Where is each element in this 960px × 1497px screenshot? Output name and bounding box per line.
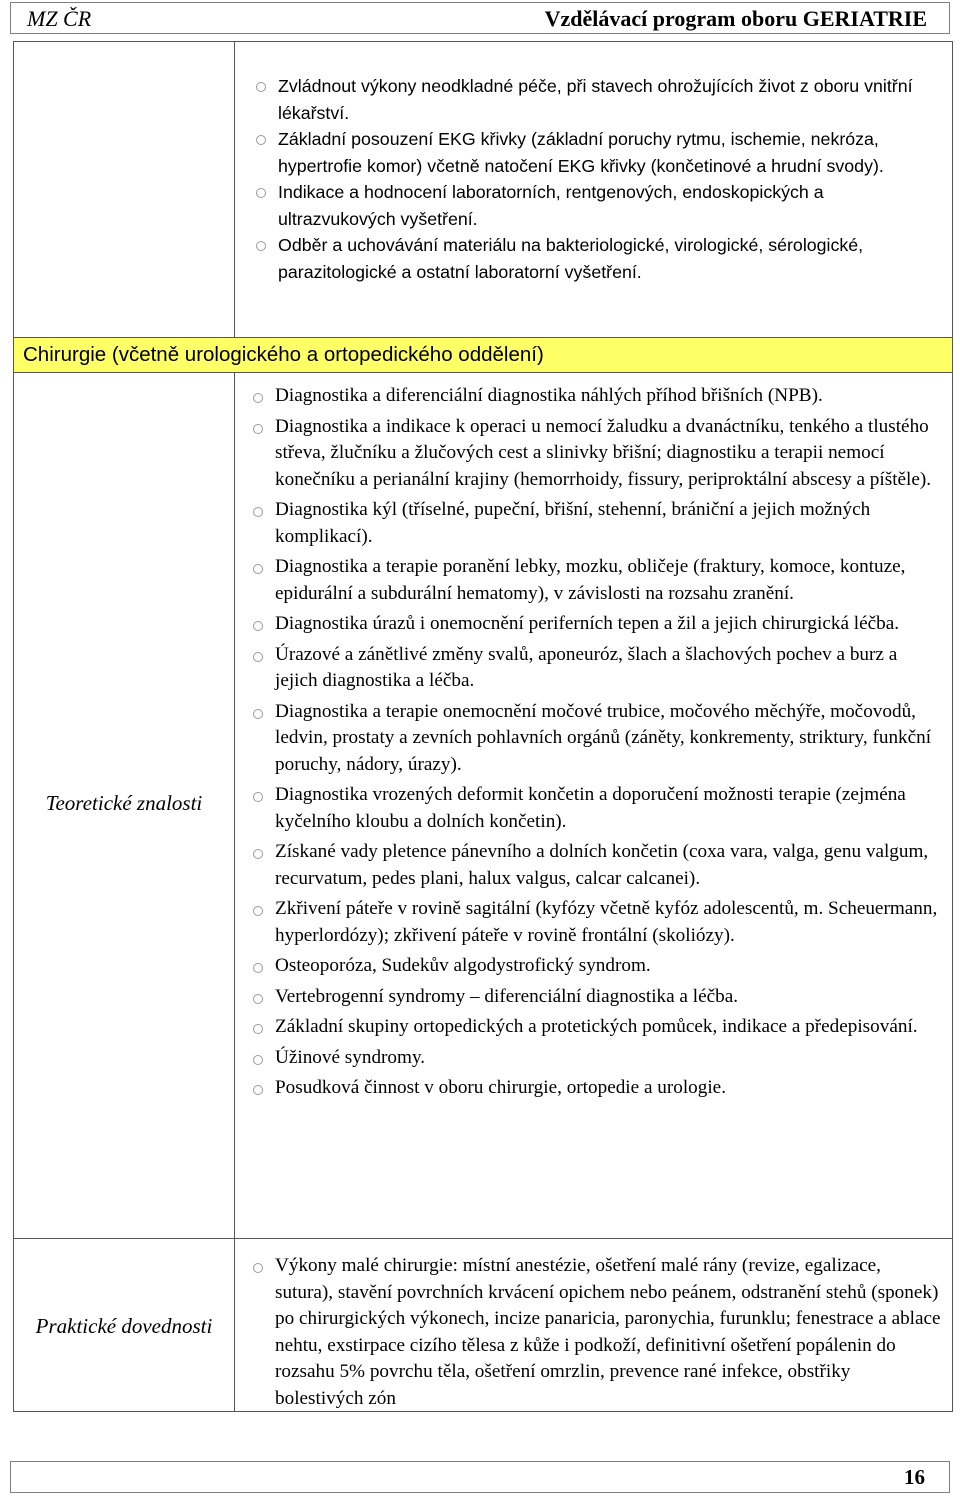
list-item: Diagnostika a terapie onemocnění močové trubice, močového měchýře, močovodů, ledvin, prostaty a zevních pohlavních orgánů (záněty, konkrementy, striktury, funkční poruchy, nádory, úrazy). xyxy=(275,699,943,779)
list-item: Odběr a uchovávání materiálu na bakteriologické, virologické, sérologické, parazitologické a ostatní laboratorní vyšetření. xyxy=(278,232,938,285)
list-item: Osteoporóza, Sudekův algodystrofický syndrom. xyxy=(275,953,943,980)
list-item: Úžinové syndromy. xyxy=(275,1045,943,1072)
page-footer xyxy=(10,1461,950,1493)
practice-label: Praktické dovednosti xyxy=(35,1314,213,1338)
list-item: Získané vady pletence pánevního a dolních končetin (coxa vara, valga, genu valgum, recurvatum, pedes plani, halux valgus, calcar calcanei). xyxy=(275,839,943,892)
list-item: Základní posouzení EKG křivky (základní poruchy rytmu, ischemie, nekróza, hypertrofie komor) včetně natočení EKG křivky (končetinové a hrudní svody). xyxy=(278,126,938,179)
list-item: Základní skupiny ortopedických a protetických pomůcek, indikace a předepisování. xyxy=(275,1014,943,1041)
list-item: Vertebrogenní syndromy – diferenciální diagnostika a léčba. xyxy=(275,984,943,1011)
list-item: Diagnostika vrozených deformit končetin a doporučení možnosti terapie (zejména kyčelního kloubu a dolních končetin). xyxy=(275,782,943,835)
practice-list xyxy=(275,1253,943,1412)
list-item: Úrazové a zánětlivé změny svalů, aponeuróz, šlach a šlachových pochev a burz a jejich diagnostika a léčba. xyxy=(275,642,943,695)
theory-label-cell xyxy=(13,372,235,1239)
list-item: Výkony malé chirurgie: místní anestézie, ošetření malé rány (revize, egalizace, sutura), stavění povrchních krvácení opichem nebo peánem, odstranění stehů (sponek) po chirurgických výkonech, incize panaricia, paronychia, furunklu; fenestrace a ablace nehtu, exstirpace cizího tělesa z kůže i podkoží, definitivní ošetření popálenin do rozsahu 5% povrchu těla, ošetření omrzlin, prevence rané infekce, obstřiky bolestivých zón xyxy=(275,1253,943,1412)
list-item: Zvládnout výkony neodkladné péče, při stavech ohrožujících život z oboru vnitřní lékařství. xyxy=(278,73,938,126)
section-title-surgery: Chirurgie (včetně urologického a ortopedického oddělení) xyxy=(13,337,953,373)
list-item: Posudková činnost v oboru chirurgie, ortopedie a urologie. xyxy=(275,1075,943,1102)
list-item: Diagnostika úrazů i onemocnění periferních tepen a žil a jejich chirurgická léčba. xyxy=(275,611,943,638)
page-header xyxy=(10,2,950,34)
theory-list xyxy=(275,383,943,1102)
list-item: Diagnostika a diferenciální diagnostika náhlých příhod břišních (NPB). xyxy=(275,383,943,410)
header-program-title: Vzdělávací program oboru GERIATRIE xyxy=(544,6,927,31)
list-item: Diagnostika a terapie poranění lebky, mozku, obličeje (fraktury, komoce, kontuze, epidurální a subdurální hematomy), v závislosti na rozsahu zranění. xyxy=(275,554,943,607)
list-item: Zkřivení páteře v rovině sagitální (kyfózy včetně kyfóz adolescentů, m. Scheuermann, hyperlordózy); zkřivení páteře v rovině frontální (skoliózy). xyxy=(275,896,943,949)
continuation-label-cell xyxy=(13,41,235,338)
theory-label: Teoretické znalosti xyxy=(45,791,203,815)
list-item: Diagnostika kýl (tříselné, pupeční, břišní, stehenní, brániční a jejich možných komplikací). xyxy=(275,497,943,550)
continuation-list xyxy=(278,73,938,285)
header-ministry: MZ ČR xyxy=(27,6,92,31)
page-number: 16 xyxy=(904,1465,925,1489)
practice-label-cell xyxy=(13,1238,235,1412)
list-item: Diagnostika a indikace k operaci u nemocí žaludku a dvanáctníku, tenkého a tlustého střeva, žlučníku a žlučových cest a slinivky břišní; diagnostiku a terapii nemocí konečníku a perianální krajiny (hemorrhoidy, fissury, periproktální abscesy a píštěle). xyxy=(275,414,943,494)
list-item: Indikace a hodnocení laboratorních, rentgenových, endoskopických a ultrazvukových vyšetření. xyxy=(278,179,938,232)
